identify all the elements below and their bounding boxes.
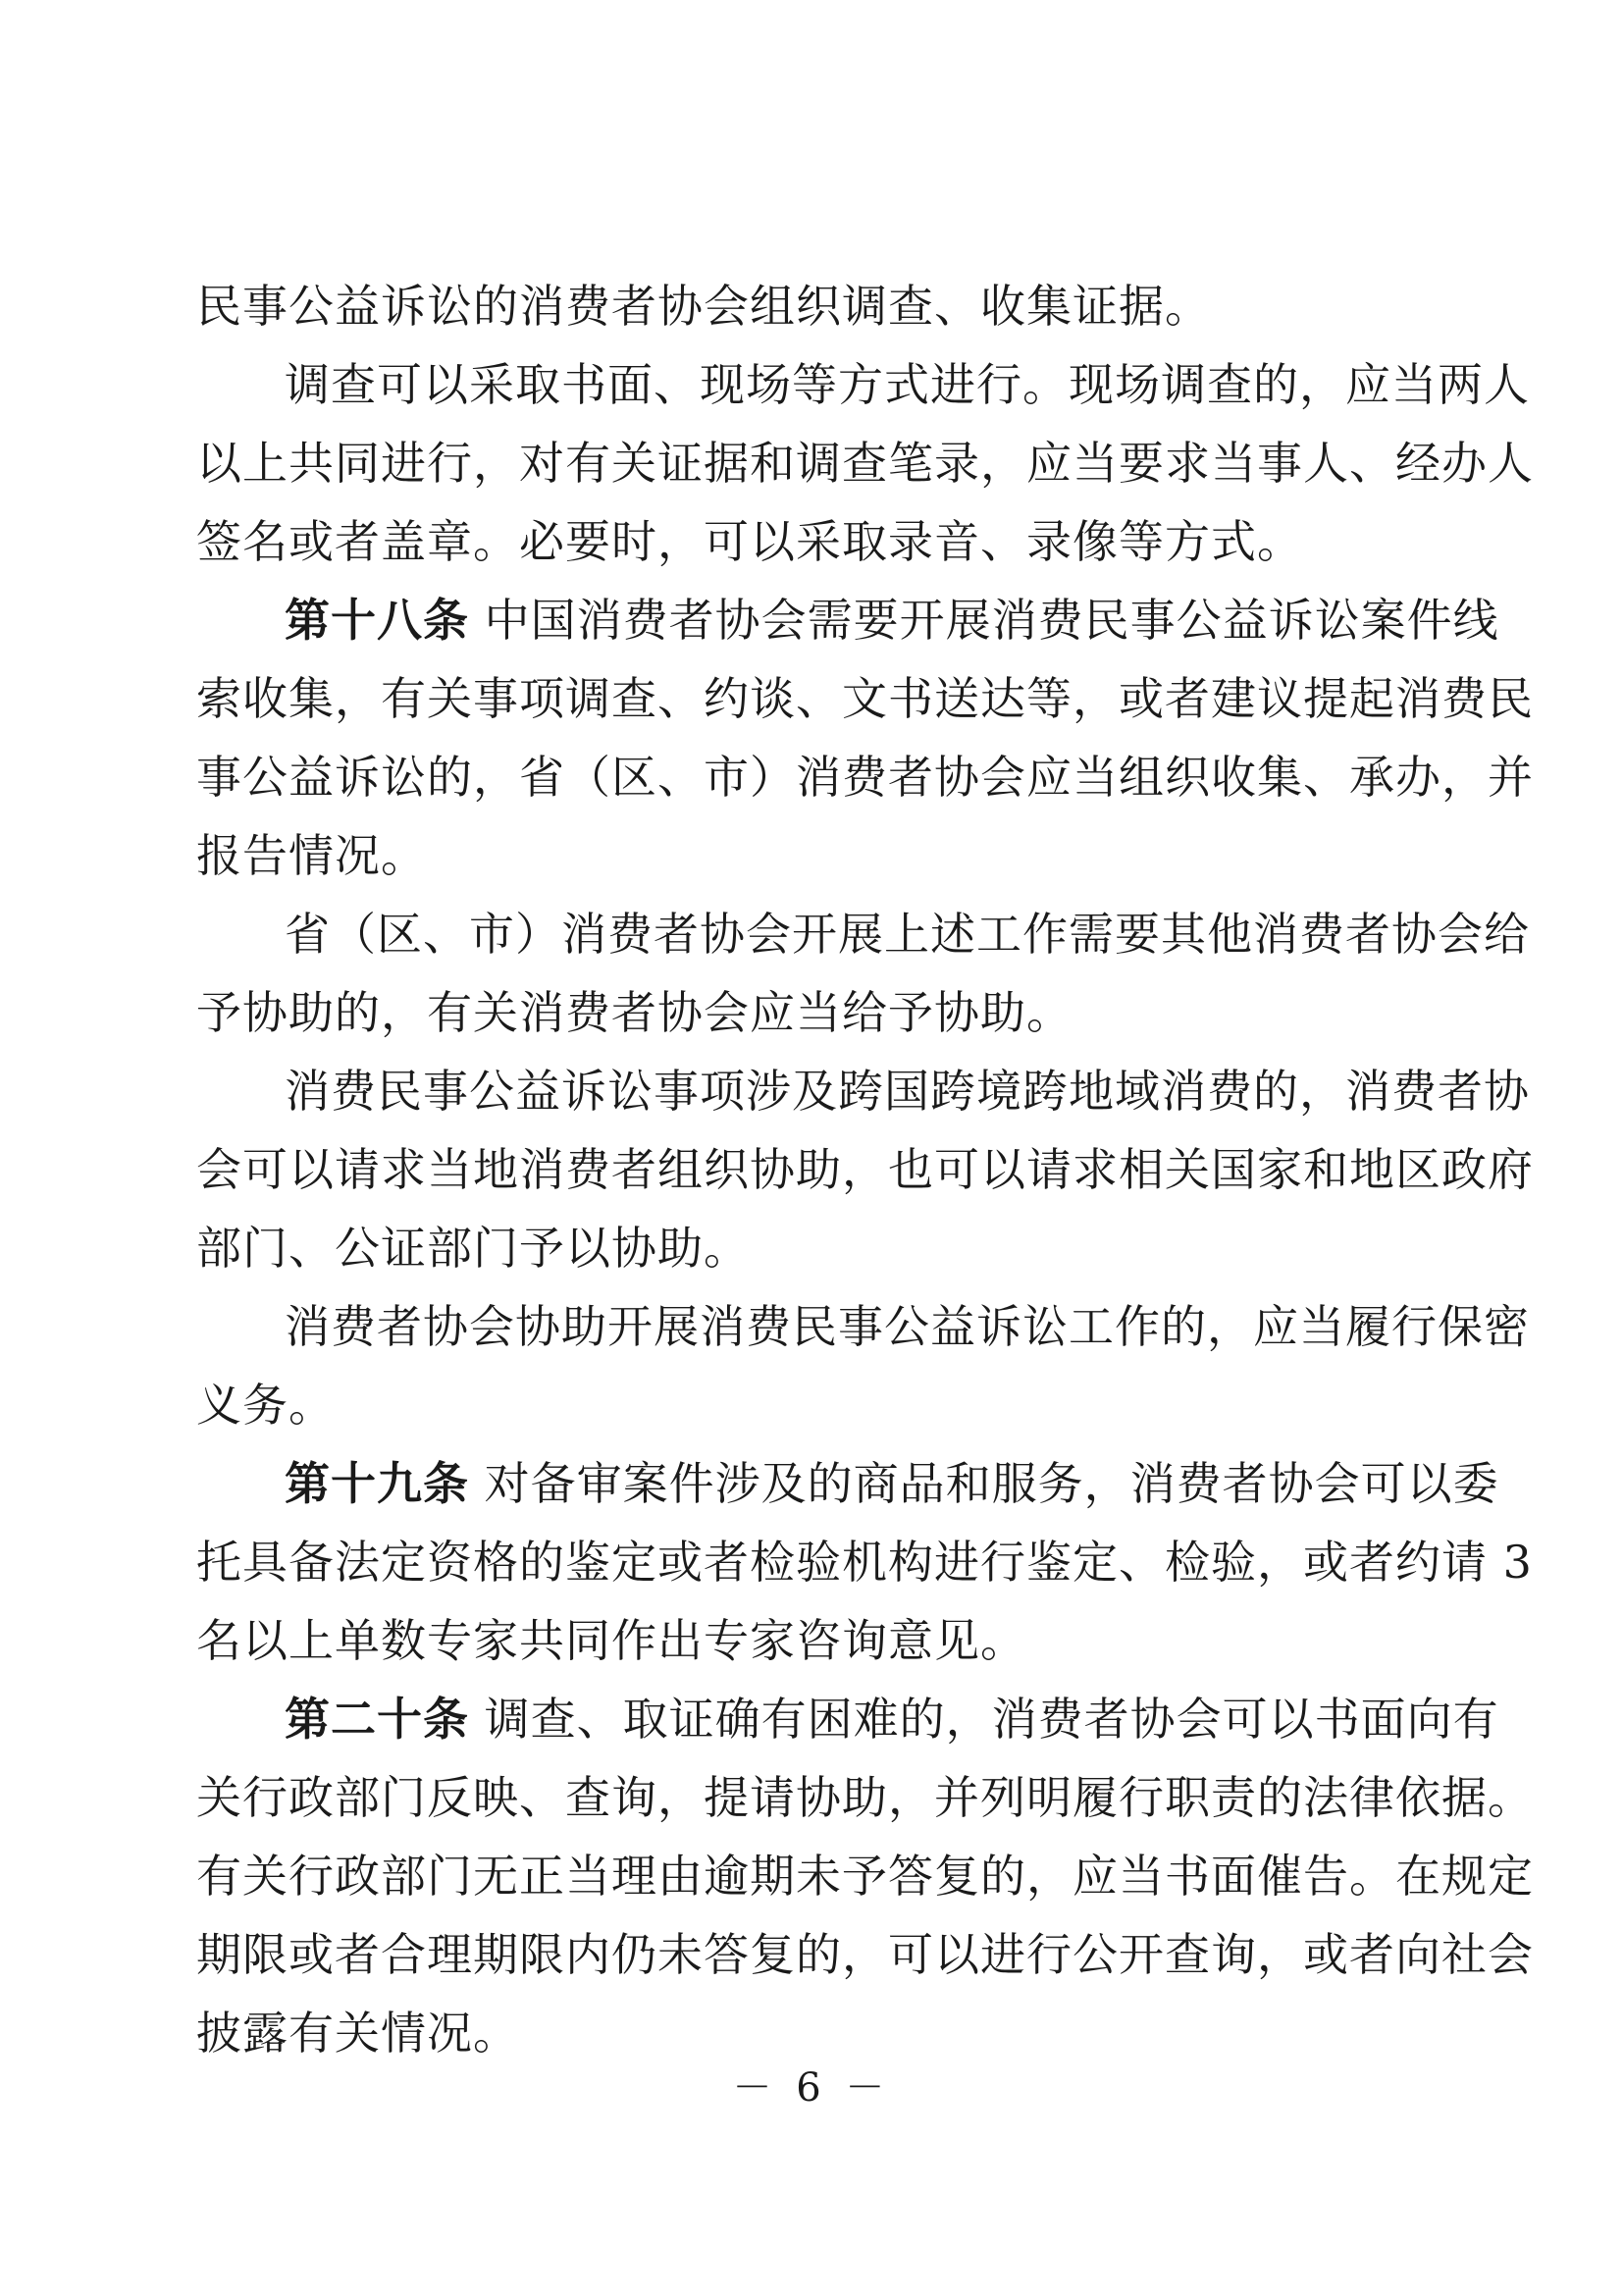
article-20-line: 第二十条 调查、取证确有困难的，消费者协会可以书面向有 bbox=[285, 1693, 1499, 1746]
text-line: 签名或者盖章。必要时，可以采取录音、录像等方式。 bbox=[196, 515, 1303, 568]
text-line: 予协助的，有关消费者协会应当给予协助。 bbox=[196, 986, 1073, 1039]
text-line: 托具备法定资格的鉴定或者检验机构进行鉴定、检验，或者约请 3 bbox=[196, 1536, 1533, 1589]
article-19-line: 第十九条 对备审案件涉及的商品和服务，消费者协会可以委 bbox=[285, 1457, 1499, 1510]
text-line: 消费民事公益诉讼事项涉及跨国跨境跨地域消费的，消费者协 bbox=[285, 1065, 1530, 1118]
text-line: 期限或者合理期限内仍未答复的，可以进行公开查询，或者向社会 bbox=[196, 1928, 1534, 1981]
text-line: 省（区、市）消费者协会开展上述工作需要其他消费者协会给 bbox=[285, 908, 1530, 961]
text-line: 事公益诉讼的，省（区、市）消费者协会应当组织收集、承办，并 bbox=[196, 751, 1534, 804]
article-heading: 第十八条 bbox=[285, 594, 469, 647]
text-line: 报告情况。 bbox=[196, 829, 427, 882]
text-line: 名以上单数专家共同作出专家咨询意见。 bbox=[196, 1614, 1026, 1667]
article-heading: 第二十条 bbox=[285, 1693, 469, 1746]
article-heading: 第十九条 bbox=[285, 1457, 469, 1510]
text-line: 消费者协会协助开展消费民事公益诉讼工作的，应当履行保密 bbox=[285, 1300, 1530, 1353]
text-line: 披露有关情况。 bbox=[196, 2007, 519, 2060]
text-line: 有关行政部门无正当理由逾期未予答复的，应当书面催告。在规定 bbox=[196, 1850, 1534, 1903]
text-line: 会可以请求当地消费者组织协助，也可以请求相关国家和地区政府 bbox=[196, 1143, 1534, 1196]
text-line: 调查可以采取书面、现场等方式进行。现场调查的，应当两人 bbox=[285, 358, 1530, 411]
text-line: 民事公益诉讼的消费者协会组织调查、收集证据。 bbox=[196, 280, 1211, 333]
text-line: 关行政部门反映、查询，提请协助，并列明履行职责的法律依据。 bbox=[196, 1771, 1534, 1824]
article-18-line: 第十八条 中国消费者协会需要开展消费民事公益诉讼案件线 bbox=[285, 594, 1499, 647]
text-line: 索收集，有关事项调查、约谈、文书送达等，或者建议提起消费民 bbox=[196, 672, 1534, 725]
text-line: 义务。 bbox=[196, 1379, 335, 1432]
text-line: 部门、公证部门予以协助。 bbox=[196, 1222, 750, 1275]
text-line: 以上共同进行，对有关证据和调查笔录，应当要求当事人、经办人 bbox=[196, 437, 1534, 490]
page-number: － 6 － bbox=[732, 2065, 891, 2111]
